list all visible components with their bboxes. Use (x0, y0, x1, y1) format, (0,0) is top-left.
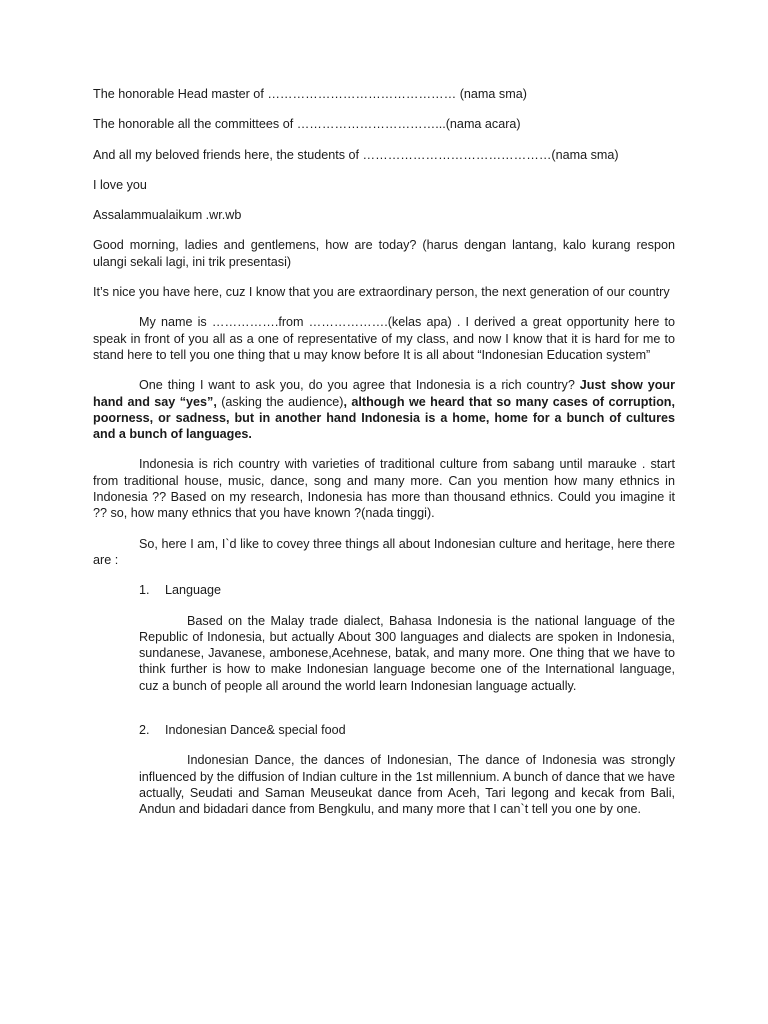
ask-text-c: (asking the audience) (216, 394, 344, 409)
greeting-headmaster: The honorable Head master of ……………………………………… (nama sma) (93, 87, 527, 101)
salam: Assalammualaikum .wr.wb (93, 208, 242, 223)
rich-country-paragraph: Indonesia is rich country with varieties of traditional culture from sabang until marauke . start from traditional house, music, dance, song and many more. Can you mention how many ethnics in Indonesia ?? Based on my research, Indonesia has more than thousand ethnics. Could you imagine it ?? so, how many ethnics that you have known ?(nada tinggi). (93, 457, 675, 521)
language-paragraph: Based on the Malay trade dialect, Bahasa Indonesia is the national language of the Republic of Indonesia, but actually About 300 languages and dialects are spoken in Indonesia, sundanese, Javanese, ambonese,Acehnese, batak, and many more. One thing that we have to think further is how to make Indonesian language become one of the International language, cuz a bunch of people all around the world learn Indonesian language actually. (139, 613, 675, 693)
nice-paragraph: It’s nice you have here, cuz I know that you are extraordinary person, the next generation of our country (93, 285, 670, 300)
list-item-dance (139, 722, 675, 738)
ask-text-a: One thing I want to ask you, do you agree that Indonesia is a rich country? (139, 378, 580, 393)
name-paragraph: My name is …………….from ……………….(kelas apa) . I derived a great opportunity here to speak in front of you all as a one of representative of my class, and now I know that it is hard for me to stand here to tell you one thing that u may know before It is all about “Indonesian Education system” (93, 315, 675, 362)
ask-text-b: Just show your hand and say “yes”, (93, 378, 675, 409)
list-number: 2. (139, 723, 150, 738)
document-page (93, 86, 675, 818)
list-title: Indonesian Dance& special food (165, 723, 346, 738)
list-number: 1. (139, 583, 150, 598)
ask-paragraph (93, 377, 675, 442)
list-item-language (139, 582, 675, 598)
covey-paragraph: So, here I am, I`d like to covey three things all about Indonesian culture and heritage, here there are : (93, 536, 675, 567)
greeting-committees: The honorable all the committees of ……………………………...(nama acara) (93, 117, 521, 132)
ask-text-d: , although we heard that so many cases of corruption, poorness, or sadness, but in another hand Indonesia is a home, home for a bunch of cultures and a bunch of languages. (93, 394, 675, 442)
list-title: Language (165, 583, 222, 598)
greeting-friends: And all my beloved friends here, the students of ………………………………………(nama sma) (93, 147, 619, 162)
dance-paragraph: Indonesian Dance, the dances of Indonesian, The dance of Indonesia was strongly influenced by the diffusion of Indian culture in the 1st millennium. A bunch of dance that we have actually, Seudati and Saman Meuseukat dance from Aceh, Tari legong and kecak from Bali, Andun and bidadari dance from Bengkulu, and many more that I can`t tell you one by one. (139, 753, 675, 817)
i-love-you: I love you (93, 177, 147, 192)
good-morning-paragraph: Good morning, ladies and gentlemens, how are today? (harus dengan lantang, kalo kurang respon ulangi sekali lagi, ini trik presentasi) (93, 238, 675, 269)
